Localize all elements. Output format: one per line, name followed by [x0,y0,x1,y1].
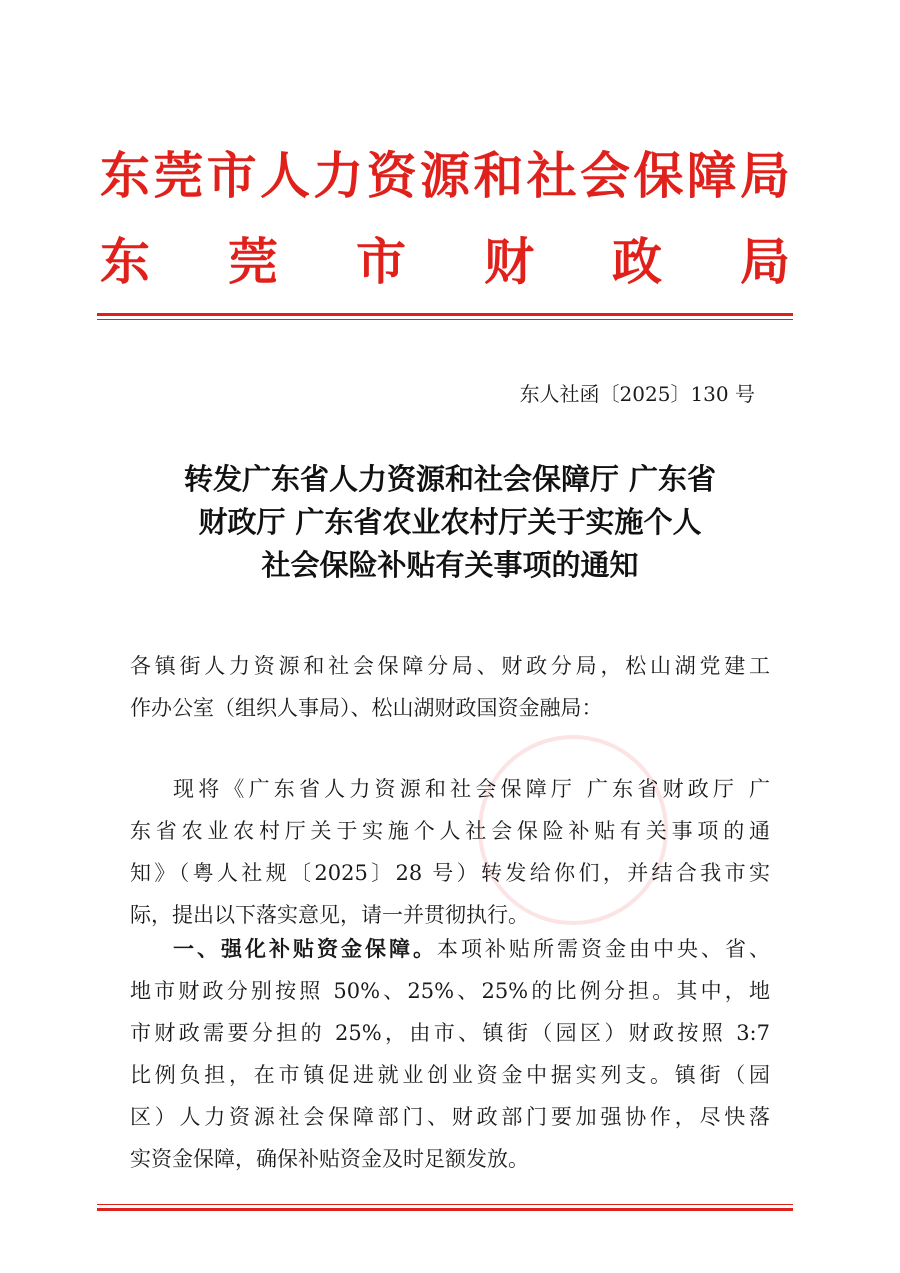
paragraph2-line-4: 比例负担，在市镇促进就业创业资金中据实列支。镇街（园 [130,1063,770,1087]
title-line-1: 转发广东省人力资源和社会保障厅 广东省 [183,462,717,496]
addressee-line-1: 各镇街人力资源和社会保障分局、财政分局，松山湖党建工 [130,654,770,678]
section-heading-1: 一、强化补贴资金保障。 [173,936,437,961]
issuer-line-hrss-bureau: 东莞市人力资源和社会保障局 [100,146,790,205]
title-line-3: 社会保险补贴有关事项的通知 [261,548,639,582]
paragraph1-line-3: 知》（粤人社规〔2025〕28 号）转发给你们，并结合我市实 [130,861,770,885]
paragraph-forwarding [130,768,770,936]
document-number: 东人社函〔2025〕130 号 [519,382,755,406]
paragraph-funding-guarantee [130,928,770,1180]
paragraph1-line-2: 东省农业农村厅关于实施个人社会保险补贴有关事项的通 [130,819,770,843]
footer-red-rule-thick [97,1208,793,1211]
paragraph2-line-5: 区）人力资源社会保障部门、财政部门要加强协作，尽快落 [130,1105,770,1129]
document-title [100,458,800,587]
paragraph1-line-1: 现将《广东省人力资源和社会保障厅 广东省财政厅 广 [173,777,770,801]
header-red-rule-thick [97,313,793,316]
paragraph2-line-1 [130,928,770,970]
footer-red-rule-thin [97,1204,793,1205]
header-red-rule-thin [97,319,793,320]
title-line-2: 财政厅 广东省农业农村厅关于实施个人 [198,505,702,539]
paragraph2-line-3: 市财政需要分担的 25%，由市、镇街（园区）财政按照 3:7 [130,1021,770,1045]
paragraph2-line-2: 地市财政分别按照 50%、25%、25%的比例分担。其中，地 [130,979,770,1003]
paragraph1-line-4: 际，提出以下落实意见，请一并贯彻执行。 [130,903,529,927]
paragraph2-line-1-rest: 本项补贴所需资金由中央、省、 [437,937,770,961]
addressee [130,645,770,729]
issuer-line-finance-bureau: 东 莞 市 财 政 局 [100,232,790,291]
addressee-line-2: 作办公室（组织人事局）、松山湖财政国资金融局： [130,696,603,720]
paragraph2-line-6: 实资金保障，确保补贴资金及时足额发放。 [130,1147,529,1171]
